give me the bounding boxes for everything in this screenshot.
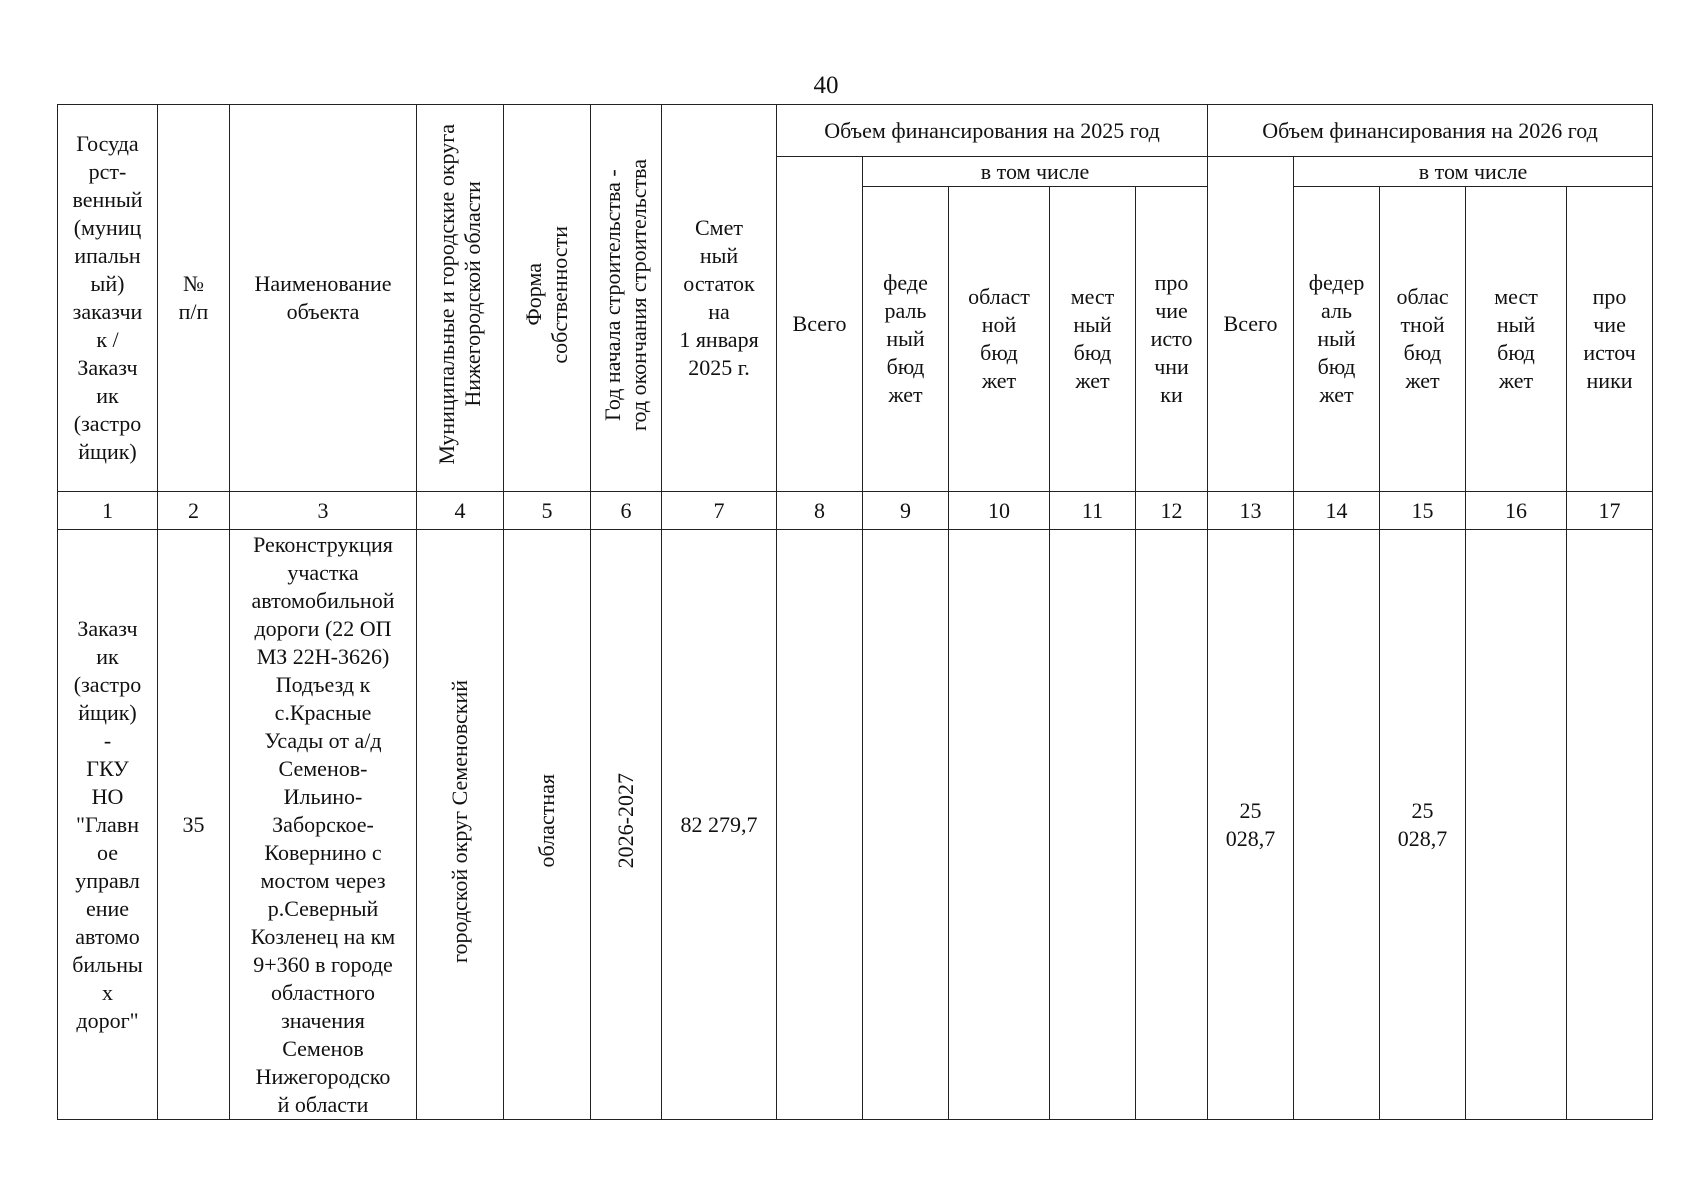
header-funding-2026: Объем финансирования на 2026 год bbox=[1208, 105, 1653, 157]
row-other-2026 bbox=[1567, 530, 1653, 1120]
header-years: Год начала строительства - год окончания строительства bbox=[591, 105, 662, 492]
header-federal-2026: федер аль ный бюд жет bbox=[1294, 187, 1380, 492]
page-number: 40 bbox=[813, 72, 839, 99]
header-municipality: Муниципальные и городские округа Нижегородской области bbox=[417, 105, 504, 492]
header-including-2025: в том числе bbox=[863, 157, 1208, 187]
header-other-2026: про чие источ ники bbox=[1567, 187, 1653, 492]
row-total-2025 bbox=[777, 530, 863, 1120]
header-customer: Госуда рст- венный (муниц ипальн ый) заказчи к / Заказч ик (застро йщик) bbox=[58, 105, 158, 492]
header-local-2025: мест ный бюд жет bbox=[1050, 187, 1136, 492]
column-number: 6 bbox=[591, 492, 662, 530]
row-total-2026: 25 028,7 bbox=[1208, 530, 1294, 1120]
header-funding-2025: Объем финансирования на 2025 год bbox=[777, 105, 1208, 157]
row-name: Реконструкция участка автомобильной дороги (22 ОП МЗ 22Н-3626) Подъезд к с.Красные Усады от а/д Семенов- Ильино- Заборское- Ковернино с мостом через р.Северный Козленец на км 9+360 в городе областного значения Семенов Нижегородско й области bbox=[230, 530, 417, 1120]
row-federal-2025 bbox=[863, 530, 949, 1120]
column-number: 11 bbox=[1050, 492, 1136, 530]
header-total-2026: Всего bbox=[1208, 157, 1294, 492]
column-number: 8 bbox=[777, 492, 863, 530]
row-ownership: областная bbox=[504, 530, 591, 1120]
column-number: 17 bbox=[1567, 492, 1653, 530]
column-number: 10 bbox=[949, 492, 1050, 530]
row-local-2026 bbox=[1466, 530, 1567, 1120]
row-regional-2026: 25 028,7 bbox=[1380, 530, 1466, 1120]
financing-table bbox=[57, 104, 1653, 1120]
column-number: 2 bbox=[158, 492, 230, 530]
row-balance: 82 279,7 bbox=[662, 530, 777, 1120]
header-local-2026: мест ный бюд жет bbox=[1466, 187, 1567, 492]
header-total-2025: Всего bbox=[777, 157, 863, 492]
header-balance: Смет ный остаток на 1 января 2025 г. bbox=[662, 105, 777, 492]
column-number: 9 bbox=[863, 492, 949, 530]
row-years: 2026-2027 bbox=[591, 530, 662, 1120]
column-number: 15 bbox=[1380, 492, 1466, 530]
row-municipality: городской округ Семеновский bbox=[417, 530, 504, 1120]
row-other-2025 bbox=[1136, 530, 1208, 1120]
header-number: № п/п bbox=[158, 105, 230, 492]
row-number: 35 bbox=[158, 530, 230, 1120]
row-regional-2025 bbox=[949, 530, 1050, 1120]
header-ownership: Форма собственности bbox=[504, 105, 591, 492]
row-customer: Заказч ик (застро йщик) - ГКУ НО "Главн ое управл ение автомо бильны х дорог" bbox=[58, 530, 158, 1120]
table-row bbox=[58, 530, 1653, 1120]
header-regional-2025: област ной бюд жет bbox=[949, 187, 1050, 492]
column-number: 3 bbox=[230, 492, 417, 530]
row-federal-2026 bbox=[1294, 530, 1380, 1120]
column-number: 7 bbox=[662, 492, 777, 530]
column-number: 13 bbox=[1208, 492, 1294, 530]
column-number: 1 bbox=[58, 492, 158, 530]
header-including-2026: в том числе bbox=[1294, 157, 1653, 187]
header-other-2025: про чие исто чни ки bbox=[1136, 187, 1208, 492]
column-number: 5 bbox=[504, 492, 591, 530]
column-number: 16 bbox=[1466, 492, 1567, 530]
column-number: 14 bbox=[1294, 492, 1380, 530]
column-number-row bbox=[58, 492, 1653, 530]
header-federal-2025: феде раль ный бюд жет bbox=[863, 187, 949, 492]
row-local-2025 bbox=[1050, 530, 1136, 1120]
column-number: 4 bbox=[417, 492, 504, 530]
header-regional-2026: облас тной бюд жет bbox=[1380, 187, 1466, 492]
header-name: Наименование объекта bbox=[230, 105, 417, 492]
column-number: 12 bbox=[1136, 492, 1208, 530]
